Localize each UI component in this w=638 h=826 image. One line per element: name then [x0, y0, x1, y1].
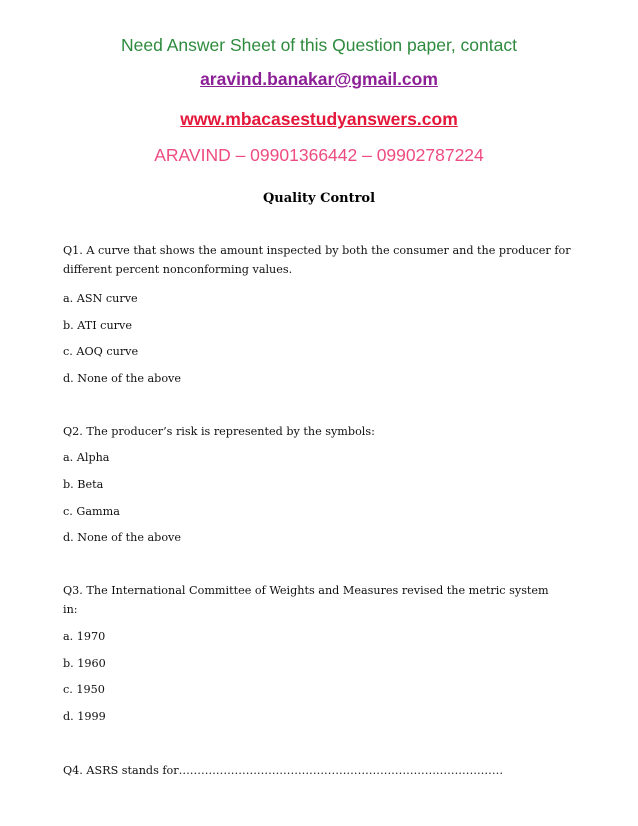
- question-1-option-c: c. AOQ curve: [63, 345, 139, 358]
- question-1-text-cont: different percent nonconforming values.: [63, 263, 293, 276]
- question-1-option-a: a. ASN curve: [63, 292, 138, 305]
- website-link[interactable]: www.mbacasestudyanswers.com: [180, 109, 458, 129]
- question-2-text: Q2. The producer’s risk is represented by the symbols:: [63, 425, 375, 438]
- question-2-option-a: a. Alpha: [63, 451, 110, 464]
- contact-phone: ARAVIND – 09901366442 – 09902787224: [154, 145, 484, 165]
- question-1-option-d: d. None of the above: [63, 372, 181, 385]
- question-3-option-a: a. 1970: [63, 630, 106, 643]
- question-3-option-b: b. 1960: [63, 657, 106, 670]
- header-notice: Need Answer Sheet of this Question paper, contact: [121, 35, 517, 55]
- question-3-option-c: c. 1950: [63, 683, 105, 696]
- page-title: Quality Control: [262, 191, 376, 206]
- question-4-text: Q4. ASRS stands for……………………………………………………………………………: [63, 764, 504, 777]
- question-2-option-c: c. Gamma: [63, 505, 120, 518]
- question-3-text-cont: in:: [63, 603, 78, 616]
- contact-email-link[interactable]: aravind.banakar@gmail.com: [200, 69, 438, 89]
- question-1-option-b: b. ATI curve: [63, 319, 132, 332]
- question-1-text: Q1. A curve that shows the amount inspected by both the consumer and the producer for: [63, 244, 571, 257]
- question-3-text: Q3. The International Committee of Weights and Measures revised the metric system: [63, 584, 549, 597]
- question-2-option-b: b. Beta: [63, 478, 104, 491]
- question-2-option-d: d. None of the above: [63, 531, 181, 544]
- question-3-option-d: d. 1999: [63, 710, 106, 723]
